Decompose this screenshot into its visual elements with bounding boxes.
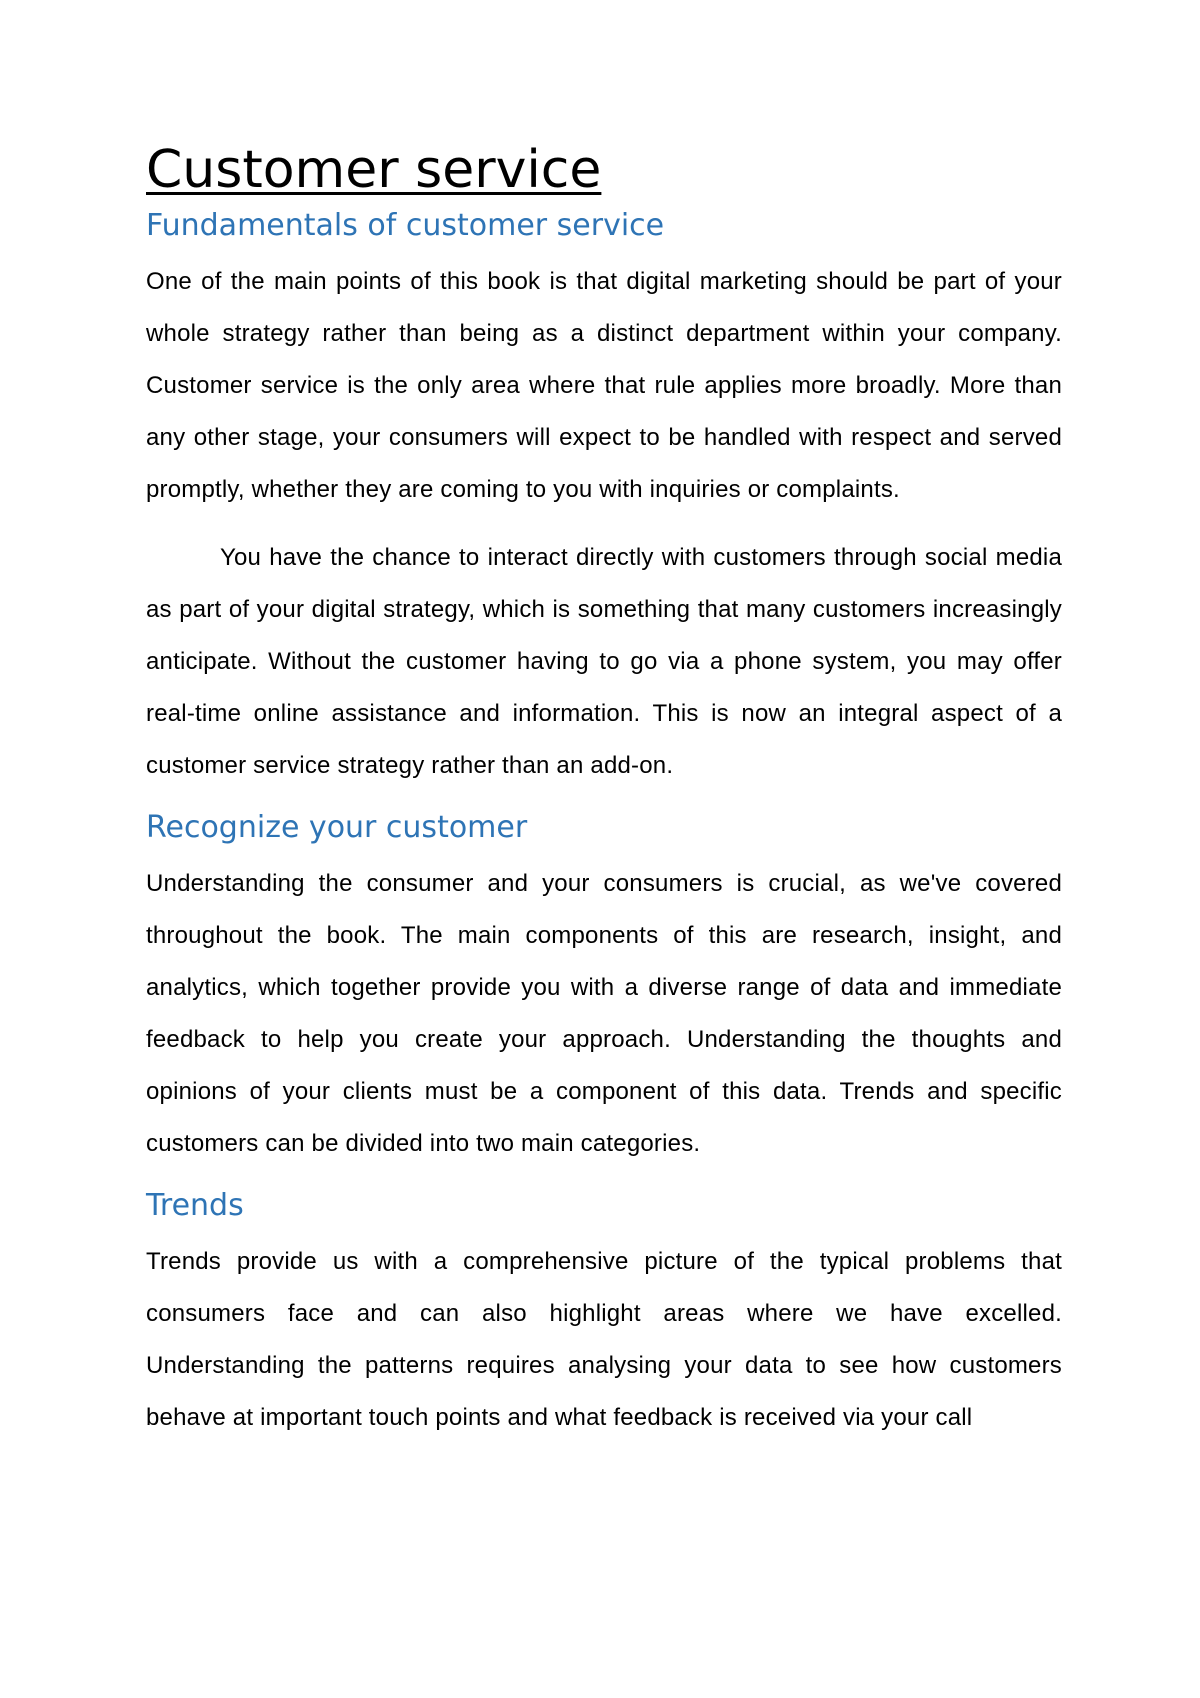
paragraph-recognize-customer-1: Understanding the consumer and your consumers is crucial, as we've covered throughout the book. The main components of this are research, insight, and analytics, which together provide you with a diverse range of data and immediate feedback to help you create your approach. Understanding the thoughts and opinions of your clients must be a component of this data. Trends and specific customers can be divided into two main categories. [146,870,1062,1157]
section-heading-fundamentals: Fundamentals of customer service [146,208,665,243]
section-heading-recognize-customer: Recognize your customer [146,810,528,845]
section-recognize-customer [146,808,1062,1170]
paragraph-fundamentals-2: You have the chance to interact directly with customers through social media as part of your digital strategy, which is something that many customers increasingly anticipate. Without the customer having to go via a phone system, you may offer real-time online assistance and information. This is now an integral aspect of a customer service strategy rather than an add-on. [146,544,1062,779]
document-page [146,140,1062,1444]
section-heading-trends: Trends [146,1188,244,1223]
document-title: Customer service [146,140,602,200]
section-fundamentals [146,206,1062,792]
section-trends [146,1186,1062,1444]
paragraph-trends-1: Trends provide us with a comprehensive picture of the typical problems that consumers face and can also highlight areas where we have excelled. Understanding the patterns requires analysing your data to see how customers behave at important touch points and what feedback is received via your call [146,1248,1062,1431]
paragraph-fundamentals-1: One of the main points of this book is that digital marketing should be part of your whole strategy rather than being as a distinct department within your company. Customer service is the only area where that rule applies more broadly. More than any other stage, your consumers will expect to be handled with respect and served promptly, whether they are coming to you with inquiries or complaints. [146,268,1062,503]
